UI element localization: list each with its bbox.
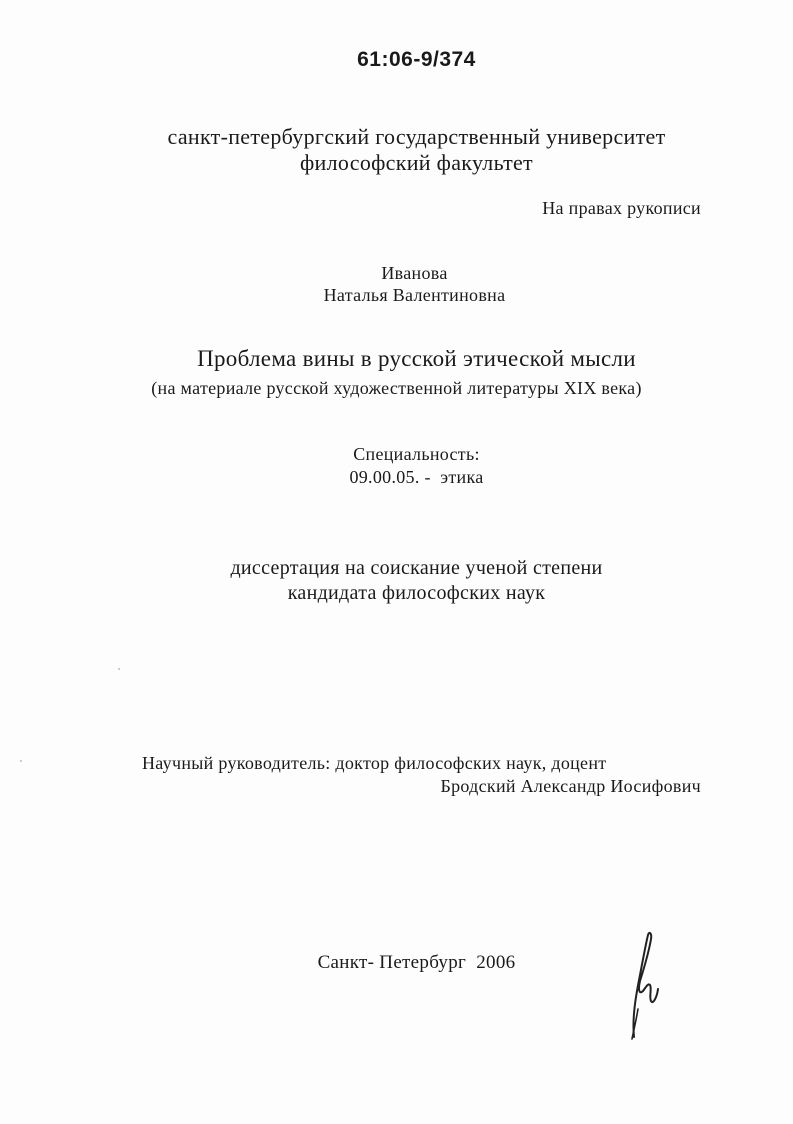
university-name: санкт-петербургский государственный университет — [167, 124, 666, 149]
specialty-code: 09.00.05. - этика — [349, 467, 484, 487]
paper-speck — [118, 668, 120, 670]
author-surname: Иванова — [381, 263, 448, 283]
rights-note: На правах рукописи — [542, 198, 701, 218]
author-given-names: Наталья Валентиновна — [323, 285, 506, 305]
degree-line-1: диссертация на соискание ученой степени — [230, 557, 603, 579]
degree-line-2: кандидата философских наук — [287, 582, 546, 604]
supervisor-name: Бродский Александр Иосифович — [440, 776, 701, 796]
thesis-subtitle: (на материале русской художественной литературы XIX века) — [151, 378, 642, 398]
thesis-title: Проблема вины в русской этической мысли — [197, 346, 636, 371]
place-and-year: Санкт- Петербург 2006 — [317, 952, 516, 973]
paper-speck — [20, 760, 22, 762]
supervisor-line-1: Научный руководитель: доктор философских наук, доцент — [142, 753, 607, 773]
faculty-name: философский факультет — [300, 150, 533, 175]
handwritten-signature — [612, 925, 682, 1045]
specialty-label: Специальность: — [353, 444, 480, 464]
catalog-code: 61:06-9/374 — [357, 48, 476, 71]
